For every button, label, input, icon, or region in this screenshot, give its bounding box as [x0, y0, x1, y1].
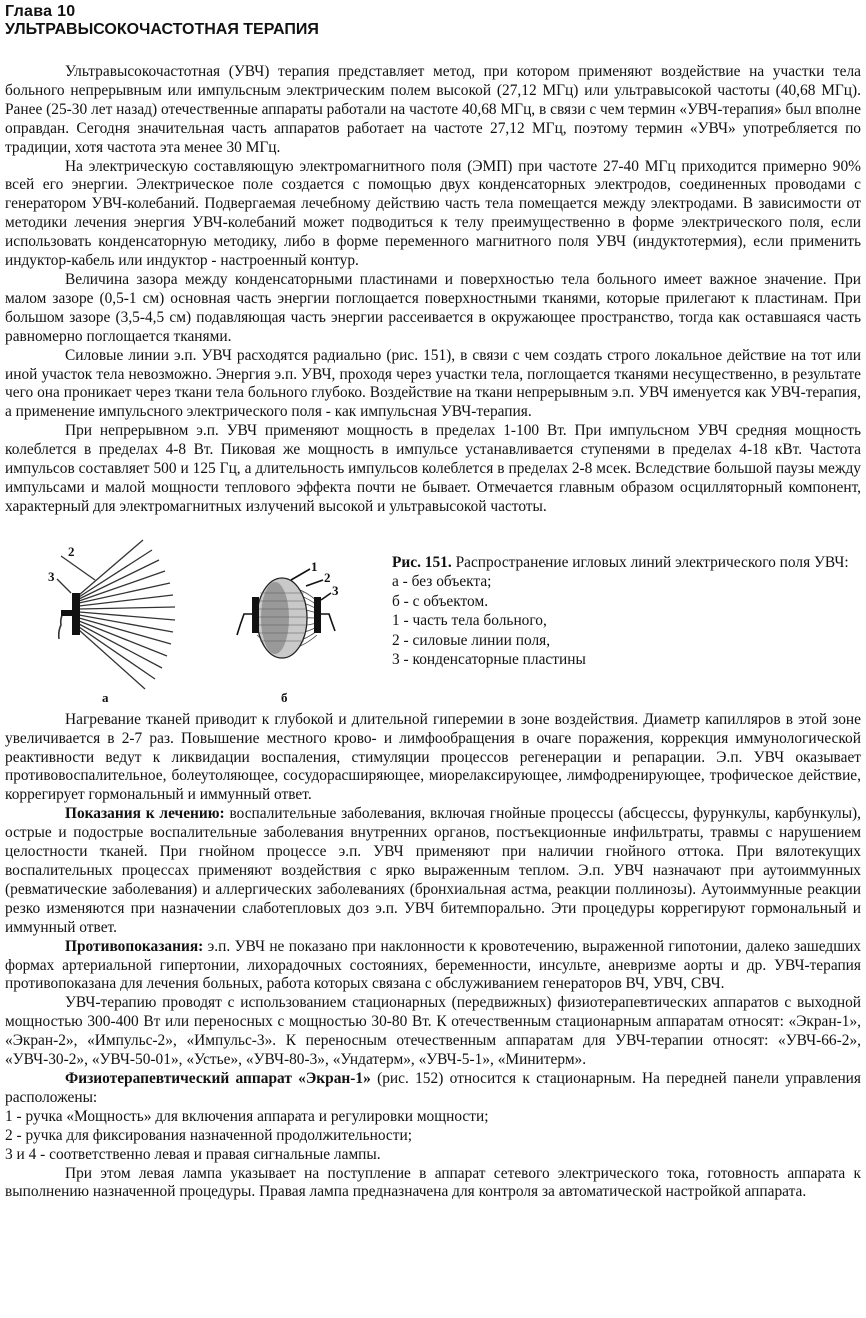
paragraph-heating: Нагревание тканей приводит к глубокой и длительной гиперемии в зоне воздействия. Диаметр капилляров в этой зоне увеличивается в 2-7 раз. Повышение местного крово- и лимфообращения в очаге поражения, коррекция иммунологической реактивности ведут к ликвидации воспаления, стимуляции процессов регенерации и репарации. Э.п. УВЧ оказывает противовоспалительное, болеутоляющее, сосудорасширяющее, миорелаксирующее, лимфодренирующее, трофическое действие, коррегирует гормональный и иммунный ответ. [5, 710, 861, 804]
figure-151 [5, 533, 861, 711]
list-item: 2 - ручка для фиксирования назначенной продолжительности; [5, 1126, 412, 1144]
paragraph-ekran: Физиотерапевтический аппарат «Экран-1» (рис. 152) относится к стационарным. На передней панели управления расположены: [5, 1069, 861, 1106]
chapter-title: УЛЬТРАВЫСОКОЧАСТОТНАЯ ТЕРАПИЯ [5, 21, 319, 38]
marker-2-b: 2 [324, 569, 331, 585]
legend-item: 3 - конденсаторные пластины [392, 651, 586, 669]
paragraph-intro: Ультравысокочастотная (УВЧ) терапия представляет метод, при котором применяют воздействие на участки тела больного непрерывным или импульсным электрическим полем высокой (27,12 МГц) или ультравысокой частоты (40,68 МГц). Ранее (25-30 лет назад) отечественные аппараты работали на частоте 40,68 МГц, в связи с чем термин «УВЧ-терапия» был вполне оправдан. Сегодня значительная часть аппаратов работает на частоте 27,12 МГц, поэтому термин «УВЧ» употребляется по традиции, хотя частота эта менее 30 МГц. [5, 63, 861, 156]
panel-b-label: б [281, 689, 288, 705]
marker-3-b: 3 [332, 582, 339, 598]
ekran-heading: Физиотерапевтический аппарат «Экран-1» [65, 1069, 371, 1087]
figure-caption [392, 553, 862, 670]
paragraph-field-lines: Силовые линии э.п. УВЧ расходятся радиально (рис. 151), в связи с чем создать строго локальное действие на тот или иной участок тела невозможно. Энергия э.п. УВЧ, проходя через участки тела, поглощается тканями несущественно, в результате чего она проникает через ткани тела больного глубоко. Воздействие на ткани непрерывным э.п. УВЧ именуется как УВЧ-терапия, а применение импульсного электрического поля - как импульсная УВЧ-терапия. [5, 346, 861, 421]
paragraph-power: При непрерывном э.п. УВЧ применяют мощность в пределах 1-100 Вт. При импульсном УВЧ средняя мощность колеблется в пределах 4-8 Вт. Пиковая же мощность в импульсе устанавливается ступенями в пределах 4-18 кВт. Частота импульсов составляет 500 и 125 Гц, а длительность импульсов колеблется в пределах 2-8 мсек. Вследствие большой паузы между импульсами и малой мощности теплового эффекта почти не бывает. Отмечается главным образом осцилляторный компонент, характерный для электромагнитных излучений высокой и ультравысокой частоты. [5, 422, 861, 515]
figure-caption-text: Распространение игловых линий электрического поля УВЧ: [451, 553, 849, 571]
legend-item: 1 - часть тела больного, [392, 612, 547, 630]
condenser-plate-a [72, 593, 80, 635]
condenser-plate-right [314, 597, 321, 633]
paragraph-gap: Величина зазора между конденсаторными пластинами и поверхностью тела больного имеет важное значение. При малом зазоре (0,5-1 см) основная часть энергии поглощается поверхностными тканями, которые прилегают к пластинам. При большом зазоре (3,5-4,5 см) подавляющая часть энергии рассеивается в окружающее пространство, тогда как оставшаяся часть равномерно поглощается тканями. [5, 270, 861, 345]
paragraph-indications: Показания к лечению: воспалительные заболевания, включая гнойные процессы (абсцессы, фурункулы, карбункулы), острые и подострые воспалительные заболевания внутренних органов, постъекционные инфильтраты, травмы с нарушением целостности тканей. При гнойном процессе э.п. УВЧ применяют при наличии гнойного оттока. При вялотекущих воспалительных процессах применяют воздействия с ярко выраженным теплом. Э.п. УВЧ назначают при аутоиммунных (ревматические заболевания) и аллергических заболеваниях (бронхиальная астма, реакции поллинозы). Аутоиммунные реакции резко изменяются при назначении слаботепловых доз э.п. УВЧ битемпорально. Эти процедуры коррегируют гормональный и иммунный ответ. [5, 805, 862, 936]
legend-item: а - без объекта; [392, 573, 492, 591]
paragraph-emf: На электрическую составляющую электромагнитного поля (ЭМП) при частоте 27-40 МГц приходится примерно 90% всей его энергии. Электрическое поле создается с помощью двух конденсаторных электродов, соединенных проводами с генератором УВЧ-колебаний. Подвергаемая лечебному действию часть тела помещается между электродами. В зависимости от методики лечения энергия УВЧ-колебаний может подводиться к телу преимущественно в форме электрического поля, если использовать конденсаторную методику, либо в форме переменного магнитного поля УВЧ (индуктотермия), если применить индуктор-кабель или индуктор - настроенный контур. [5, 157, 861, 270]
legend-item: б - с объектом. [392, 592, 489, 610]
panel-a-label: а [102, 689, 109, 705]
marker-3-a: 3 [48, 568, 55, 584]
list-item: 1 - ручка «Мощность» для включения аппарата и регулировки мощности; [5, 1107, 489, 1125]
contraindications-heading: Противопоказания: [65, 937, 204, 955]
marker-1-b: 1 [311, 558, 318, 574]
field-lines-diagram [5, 533, 385, 711]
marker-2-a: 2 [68, 543, 75, 559]
paragraph-devices: УВЧ-терапию проводят с использованием стационарных (передвижных) физиотерапевтических аппаратов с выходной мощностью 300-400 Вт или переносных с мощностью 30-80 Вт. К отечественным стационарным аппаратам относят: «Экран-1», «Экран-2», «Импульс-2», «Импульс-3». К переносным отечественным аппаратам для УВЧ-терапии относят: «УВЧ-66-2», «УВЧ-30-2», «УВЧ-50-01», «Устье», «УВЧ-80-3», «Ундатерм», «УВЧ-5-1», «Минитерм». [5, 994, 861, 1069]
document-page [5, 3, 861, 1202]
legend-item: 2 - силовые линии поля, [392, 631, 551, 649]
paragraph-lamps: При этом левая лампа указывает на поступление в аппарат сетевого электрического тока, готовность аппарата к выполнению назначенной процедуры. Правая лампа предназначена для контроля за автоматической настройкой аппарата. [5, 1164, 861, 1201]
paragraph-contraindications: Противопоказания: э.п. УВЧ не показано при наклонности к кровотечению, выраженной гипотонии, далеко зашедших формах артериальной гипертонии, лихорадочных состояниях, беременности, инсульте, аневризме аорты и др. УВЧ-терапия противопоказана для лечения больных, работа которых связана с обслуживанием генераторов ВЧ, УВЧ, СВЧ. [5, 937, 861, 993]
indications-heading: Показания к лечению: [65, 805, 225, 823]
controls-list [5, 1108, 861, 1165]
chapter-label: Глава 10 [5, 3, 76, 20]
list-item: 3 и 4 - соответственно левая и правая сигнальные лампы. [5, 1145, 381, 1163]
condenser-plate-left [252, 597, 259, 633]
figure-caption-number: Рис. 151. [392, 553, 452, 571]
